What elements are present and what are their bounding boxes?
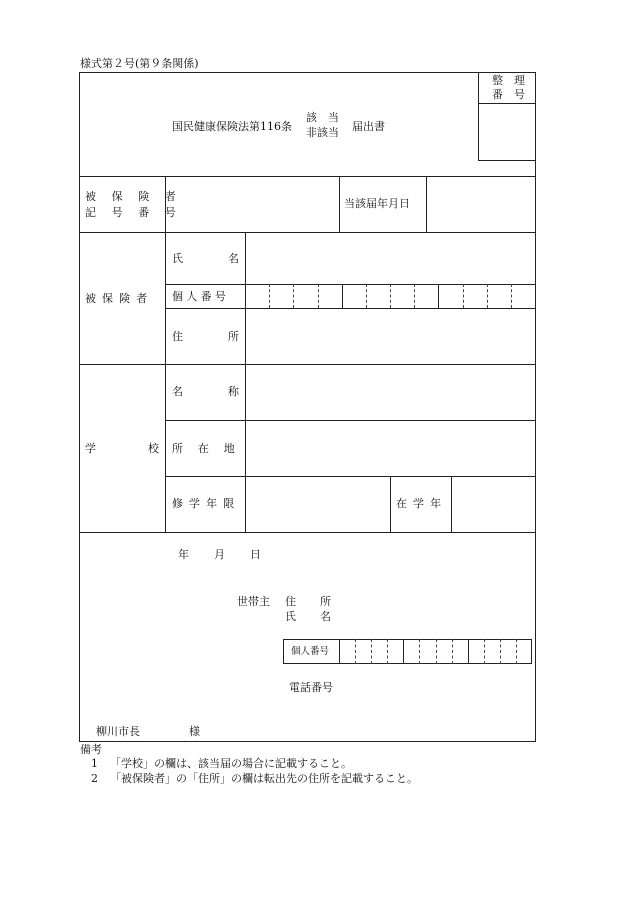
householder-my-number-digit-divider bbox=[387, 639, 388, 664]
insured-address-label-1: 住 bbox=[172, 330, 183, 343]
householder-my-number-field[interactable] bbox=[339, 639, 532, 664]
row-line-7 bbox=[79, 532, 536, 533]
note-2-number: 2 bbox=[91, 772, 98, 785]
insured-my-number-digit-divider bbox=[463, 284, 464, 308]
school-name-label-1: 名 bbox=[172, 385, 183, 398]
insured-my-number-digit-divider bbox=[269, 284, 270, 308]
insured-address-field[interactable] bbox=[246, 309, 535, 363]
insured-number-field[interactable] bbox=[165, 176, 340, 232]
householder-label: 世帯主 bbox=[237, 595, 270, 608]
school-grade-label: 在学年 bbox=[396, 497, 448, 510]
householder-my-number-digit-divider bbox=[452, 639, 453, 664]
householder-my-number-digit-divider bbox=[516, 639, 517, 664]
insured-my-number-digit-divider bbox=[390, 284, 391, 308]
seiri-left-border bbox=[478, 72, 479, 160]
insured-my-number-digit-divider bbox=[511, 284, 512, 308]
school-section-label-left: 学 bbox=[85, 442, 96, 455]
title-option-applicable: 該 当 bbox=[306, 111, 339, 124]
report-date-field[interactable] bbox=[427, 176, 535, 232]
grade-label-left bbox=[390, 476, 391, 532]
insured-name-label-2: 名 bbox=[228, 252, 239, 265]
school-term-field[interactable] bbox=[246, 477, 389, 531]
insured-number-label-2: 記 号 番 号 bbox=[85, 206, 182, 219]
note-2-text: 「被保険者」の「住所」の欄は転出先の住所を記載すること。 bbox=[110, 772, 418, 785]
title-suffix: 届出書 bbox=[352, 120, 385, 133]
school-location-label: 所在地 bbox=[172, 442, 250, 455]
insured-my-number-digit-divider bbox=[293, 284, 294, 308]
insured-address-label-2: 所 bbox=[228, 330, 239, 343]
insured-section-label: 被保険者 bbox=[85, 292, 154, 305]
school-location-field[interactable] bbox=[246, 421, 535, 475]
school-name-field[interactable] bbox=[246, 365, 535, 419]
school-term-label: 修学年限 bbox=[172, 497, 241, 510]
householder-my-number-digit-divider bbox=[419, 639, 420, 664]
seiri-label-2: 番 号 bbox=[492, 88, 525, 101]
insured-my-number-digit-divider bbox=[342, 284, 343, 308]
insured-my-number-digit-divider bbox=[414, 284, 415, 308]
householder-address-label-1: 住 bbox=[285, 595, 296, 608]
title-option-not-applicable: 非該当 bbox=[306, 126, 339, 139]
addressee-label: 柳川市長 bbox=[96, 725, 140, 738]
householder-my-number-digit-divider bbox=[500, 639, 501, 664]
insured-my-number-field[interactable] bbox=[245, 284, 535, 308]
insured-name-label-1: 氏 bbox=[172, 252, 183, 265]
insured-my-number-label: 個人番号 bbox=[172, 290, 230, 303]
insured-my-number-digit-divider bbox=[318, 284, 319, 308]
insured-name-field[interactable] bbox=[246, 233, 535, 283]
householder-my-number-digit-divider bbox=[484, 639, 485, 664]
title-prefix: 国民健康保険法第116条 bbox=[172, 120, 292, 133]
householder-address-label-2: 所 bbox=[320, 595, 331, 608]
addressee-honorific: 様 bbox=[189, 725, 200, 738]
insured-my-number-digit-divider bbox=[487, 284, 488, 308]
householder-name-label-2: 名 bbox=[320, 610, 331, 623]
seiri-divider bbox=[478, 103, 535, 104]
householder-my-number-digit-divider bbox=[436, 639, 437, 664]
form-number-label: 様式第２号(第９条関係) bbox=[80, 57, 199, 70]
footer-year-label: 年 bbox=[178, 548, 189, 561]
householder-my-number-digit-divider bbox=[371, 639, 372, 664]
school-grade-field[interactable] bbox=[452, 477, 535, 531]
note-1-number: 1 bbox=[91, 757, 98, 770]
notes-heading: 備考 bbox=[80, 743, 102, 756]
school-name-label-2: 称 bbox=[228, 385, 239, 398]
phone-label: 電話番号 bbox=[289, 681, 333, 694]
footer-day-label: 日 bbox=[250, 548, 261, 561]
seiri-bottom bbox=[478, 160, 535, 161]
insured-my-number-digit-divider bbox=[366, 284, 367, 308]
note-1-text: 「学校」の欄は、該当届の場合に記載すること。 bbox=[110, 757, 352, 770]
insured-my-number-digit-divider bbox=[438, 284, 439, 308]
insured-number-label-1: 被 保 険 者 bbox=[85, 190, 182, 203]
report-date-label: 当該届年月日 bbox=[344, 197, 410, 210]
date-label-left bbox=[339, 176, 340, 232]
householder-my-number-label: 個人番号 bbox=[291, 646, 330, 657]
seiri-label-1: 整 理 bbox=[492, 74, 525, 87]
householder-my-number-digit-divider bbox=[355, 639, 356, 664]
householder-name-label-1: 氏 bbox=[285, 610, 296, 623]
householder-my-number-digit-divider bbox=[403, 639, 404, 664]
school-section-label-right: 校 bbox=[148, 442, 159, 455]
householder-my-number-digit-divider bbox=[468, 639, 469, 664]
footer-month-label: 月 bbox=[214, 548, 225, 561]
